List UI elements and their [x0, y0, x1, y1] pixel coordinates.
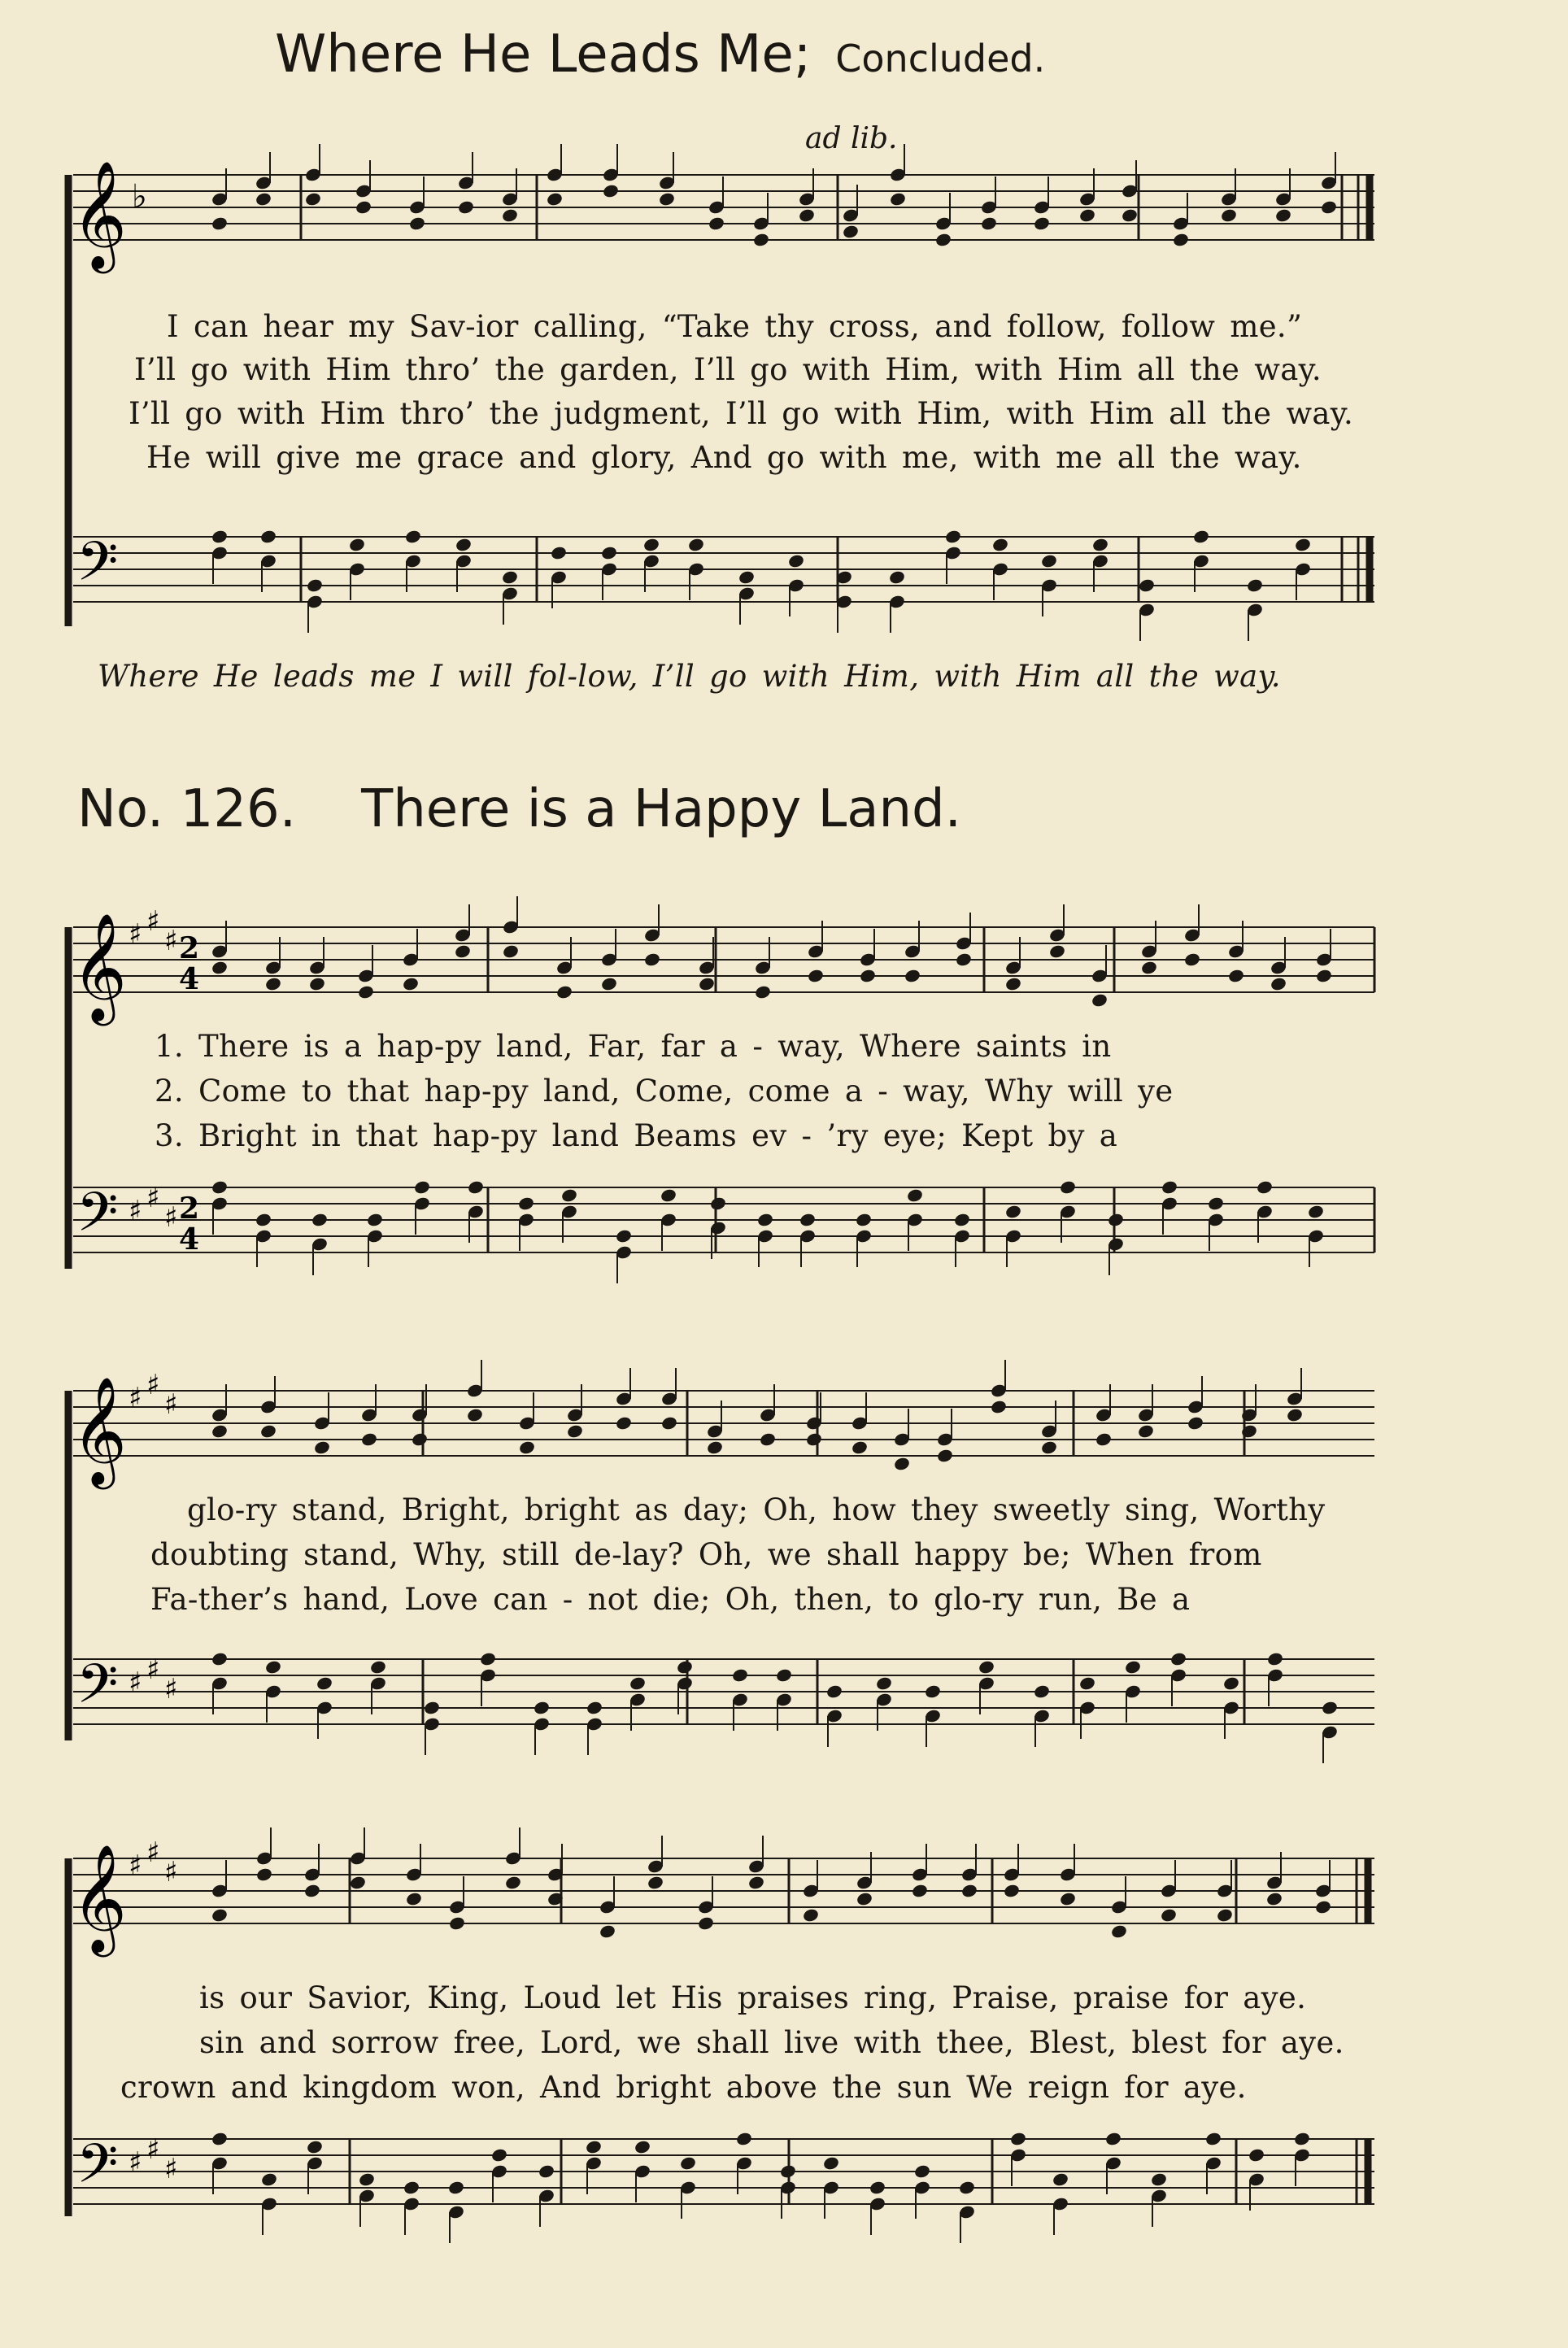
refrain-line: Where He leads me I will fol-low, I’ll go with Him, with Him all the way. — [98, 659, 1281, 694]
svg-text:2: 2 — [179, 931, 200, 965]
verse-line-2: I’ll go with Him thro’ the garden, I’ll go with Him, with Him all the way. — [134, 352, 1322, 387]
svg-text:♯: ♯ — [128, 1666, 142, 1699]
s3-verse-1: is our Savior, King, Loud let His praises ring, Praise, praise for aye. — [199, 1980, 1307, 2015]
svg-text:𝄞: 𝄞 — [72, 160, 127, 269]
svg-text:♯: ♯ — [164, 2153, 178, 2185]
svg-text:♯: ♯ — [128, 1382, 142, 1414]
svg-text:𝄢: 𝄢 — [76, 2132, 119, 2208]
svg-text:4: 4 — [179, 962, 200, 996]
svg-text:♯: ♯ — [128, 918, 142, 951]
hymn-title-top — [275, 24, 1045, 85]
svg-text:4: 4 — [179, 1222, 200, 1257]
svg-text:♯: ♯ — [146, 1836, 160, 1869]
verse-line-3: I’ll go with Him thro’ the judgment, I’ll go with Him, with Him all the way. — [128, 396, 1354, 431]
svg-text:♭: ♭ — [132, 178, 147, 216]
title-text-main: There is a Happy Land. — [361, 779, 961, 839]
notation-marks — [211, 144, 1338, 248]
ad-lib-marking: ad lib. — [805, 122, 898, 155]
svg-text:♯: ♯ — [164, 1201, 178, 1234]
verse-line-4: He will give me grace and glory, And go with me, with me all the way. — [146, 440, 1302, 475]
hymn-number: No. 126. — [77, 779, 297, 839]
s1-verse-3: 3. Bright in that hap-py land Beams ev - ’ry eye; Kept by a — [155, 1118, 1118, 1153]
svg-text:𝄞: 𝄞 — [72, 1376, 127, 1485]
svg-text:𝄞: 𝄞 — [72, 1844, 127, 1953]
s3-verse-2: sin and sorrow free, Lord, we shall live with thee, Blest, blest for aye. — [199, 2025, 1344, 2060]
treble-staff-s3 — [57, 1836, 1383, 1980]
svg-text:♯: ♯ — [164, 1856, 178, 1888]
bass-staff-s3 — [57, 2123, 1383, 2228]
svg-text:♯: ♯ — [164, 1673, 178, 1705]
svg-text:♯: ♯ — [146, 1369, 160, 1401]
hymn-title-main — [77, 779, 961, 839]
bass-staff-s1 — [57, 1171, 1383, 1277]
svg-text:♯: ♯ — [164, 925, 178, 957]
svg-text:♯: ♯ — [146, 1653, 160, 1686]
svg-text:𝄞: 𝄞 — [72, 913, 127, 1022]
svg-text:♯: ♯ — [146, 1182, 160, 1214]
svg-text:♯: ♯ — [128, 1849, 142, 1882]
s2-verse-1: glo-ry stand, Bright, bright as day; Oh, how they sweetly sing, Worthy — [187, 1492, 1326, 1527]
concluded-label: Concluded. — [835, 37, 1046, 81]
s3-verse-3: crown and kingdom won, And bright above the sun We reign for aye. — [120, 2070, 1247, 2105]
svg-text:♯: ♯ — [146, 905, 160, 938]
bass-staff-s2 — [57, 1643, 1383, 1749]
s1-verse-2: 2. Come to that hap-py land, Come, come a - way, Why will ye — [155, 1074, 1174, 1109]
verse-line-1: I can hear my Sav-ior calling, “Take thy cross, and follow, follow me.” — [167, 309, 1303, 344]
notation-marks — [211, 1179, 1325, 1283]
s2-verse-2: doubting stand, Why, still de-lay? Oh, we shall happy be; When from — [150, 1537, 1262, 1572]
svg-text:𝄢: 𝄢 — [76, 1653, 119, 1728]
svg-text:𝄢: 𝄢 — [76, 530, 119, 606]
bass-staff-top — [57, 521, 1383, 626]
svg-text:♯: ♯ — [128, 1195, 142, 1227]
svg-text:2: 2 — [179, 1191, 200, 1226]
svg-text:♯: ♯ — [128, 2146, 142, 2179]
svg-text:𝄢: 𝄢 — [76, 1181, 119, 1257]
svg-text:♯: ♯ — [146, 2133, 160, 2166]
s1-verse-1: 1. There is a hap-py land, Far, far a - way, Where saints in — [155, 1029, 1112, 1064]
svg-text:♯: ♯ — [164, 1388, 178, 1421]
treble-staff-top — [57, 159, 1383, 297]
title-text: Where He Leads Me; — [275, 24, 812, 85]
s2-verse-3: Fa-ther’s hand, Love can - not die; Oh, then, to glo-ry run, Be a — [150, 1582, 1191, 1617]
